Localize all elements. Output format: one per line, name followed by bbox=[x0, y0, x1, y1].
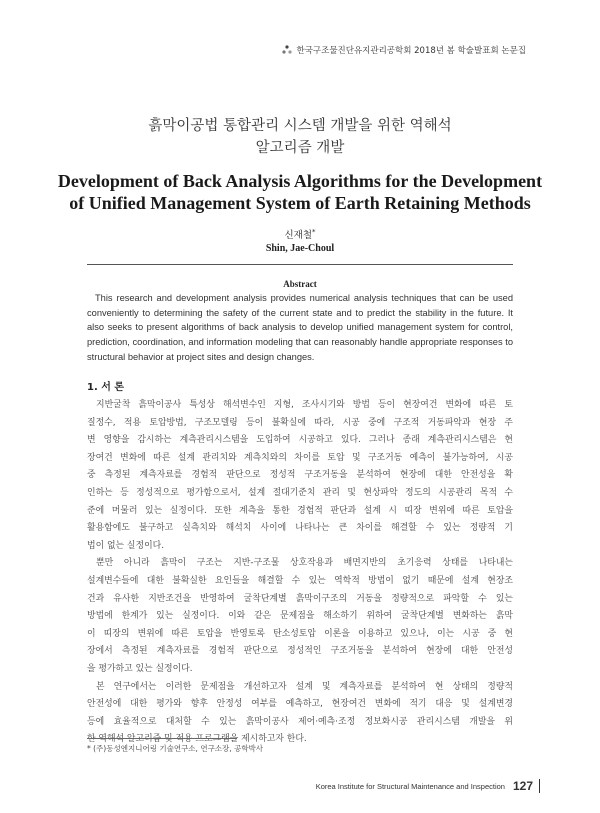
abstract-line: structural behavior at project sites and design changes. bbox=[87, 351, 315, 362]
body-line: 본 연구에서는 이러한 문제점을 개선하고자 설계 및 계측자료를 분석하여 현 상태의 정량적 bbox=[96, 681, 513, 692]
running-header bbox=[282, 44, 526, 56]
body-line: 뿐만 아니라 흙막이 구조는 지반-구조물 상호작용과 배면지반의 초기응력 상태를 나타내는 bbox=[96, 558, 513, 569]
body-line: 활용함에도 불구하고 실측치와 해석치 사이에 나타나는 큰 차이를 해결할 수 있는 정량적 기 bbox=[87, 523, 513, 534]
english-title-line2: of Unified Management System of Earth Retaining Methods bbox=[69, 193, 531, 213]
body-line: 방법에 한계가 있는 실정이다. 이와 같은 문제점을 해소하기 위하여 굴착단계별 변화하는 흙막 bbox=[87, 611, 513, 622]
abstract-body bbox=[87, 291, 513, 365]
body-line: 지반굴착 흙막이공사 특성상 해석변수인 지형, 조사시기와 방법 등이 현장여건 변화에 따른 토 bbox=[96, 400, 513, 410]
title-divider bbox=[87, 264, 513, 265]
body-line: 설계변수들에 대한 불확실한 요인들을 해결할 수 있는 역학적 방법이 없기 때문에 설계 현장조 bbox=[87, 575, 513, 586]
body-line: 인하는 등 정성적으로 평가함으로서, 설계 절대기준치 관리 및 현상파악 정도의 시공관리 목적 수 bbox=[87, 487, 513, 498]
korean-title bbox=[0, 115, 600, 159]
footnote: * (주)동성엔지니어링 기술연구소, 연구소장, 공학박사 bbox=[87, 744, 264, 753]
body-line: 준에 머물러 있는 실정이다. 또한 계측을 통한 경험적 판단과 설계 시 띠장 변위에 따른 토압을 bbox=[87, 505, 513, 516]
footer-bar bbox=[539, 779, 540, 793]
abstract-line: prediction, coordination, and information modeling that can reasonably handle appropriate responses to bbox=[87, 337, 513, 348]
body-line: 이 띠장의 변위에 따른 토압을 반영토록 탄소성토압 이론을 이용하고 있으나, 이는 시공 중 현 bbox=[87, 628, 513, 639]
body-line: 법이 없는 실정이다. bbox=[87, 540, 165, 551]
english-title bbox=[0, 170, 600, 214]
author-footnote-mark: * bbox=[312, 227, 316, 236]
author-korean bbox=[0, 227, 600, 241]
section-heading: 1. 서 론 bbox=[87, 382, 125, 393]
korean-title-line1: 흙막이공법 통합관리 시스템 개발을 위한 역해석 bbox=[148, 118, 452, 134]
journal-name: Korea Institute for Structural Maintenance and Inspection bbox=[315, 781, 505, 791]
body-line: 안전성에 대한 평가와 향후 안정성 여부를 예측하고, 현장여건 변화에 적기 대응 및 설계변경 bbox=[87, 699, 513, 710]
author-korean-name: 신재철 bbox=[284, 230, 313, 241]
body-line: 질정수, 적용 토압방법, 구조모델링 등이 불확실에 따라, 시공 중에 구조적 거동파악과 현장 주 bbox=[87, 417, 513, 428]
page-footer bbox=[316, 779, 540, 793]
body-line: 변 영향을 감시하는 계측관리시스템을 도입하여 시공하고 있다. 그러나 종래 계측관리시스템은 현 bbox=[87, 435, 513, 446]
body-line: 건과 유사한 지반조건을 반영하여 굴착단계별 흙막이구조의 거동을 정량적으로 파악할 수 있는 bbox=[87, 593, 513, 604]
section-body bbox=[87, 397, 513, 749]
body-line: 장에서 측정된 계측자료를 경험적 판단으로 정성적인 구조거동을 분석하여 현장에 대한 안전성 bbox=[87, 646, 513, 657]
english-title-line1: Development of Back Analysis Algorithms for the Development bbox=[57, 171, 543, 191]
body-line: 장여건 변화에 따른 설계 관리치와 계측치와의 차이를 토압 및 구조거동 예측이 불가능하여, 시공 bbox=[87, 452, 513, 463]
conference-name: 한국구조물진단유지관리공학회 2018년 봄 학술발표회 논문집 bbox=[296, 46, 526, 56]
abstract-heading: Abstract bbox=[283, 279, 317, 289]
body-line: 중 측정된 계측자료를 경험적 판단으로 정성적 구조거동을 분석하여 현장에 대한 안전성을 확 bbox=[87, 470, 513, 481]
footnote-divider bbox=[87, 738, 237, 739]
korean-title-line2: 알고리즘 개발 bbox=[255, 140, 345, 156]
author-english: Shin, Jae-Choul bbox=[265, 243, 335, 254]
abstract-line: conveniently to determining the safety of the current state and to predict the stability in the future. It bbox=[87, 307, 513, 318]
body-line: 등에 효율적으로 대처할 수 있는 흙막이공사 제어·예측·조정 정보화시공 관리시스템 개발을 위 bbox=[87, 716, 513, 727]
abstract-line: This research and development analysis provides numerical analysis techniques that can be used bbox=[95, 293, 513, 303]
abstract-line: also seeks to present algorithms of back analysis to develop unified management system for control, bbox=[87, 322, 513, 333]
body-line: 을 평가하고 있는 실정이다. bbox=[87, 663, 193, 674]
body-line: 한 역해석 알고리즘 및 적용 프로그램을 제시하고자 한다. bbox=[87, 734, 307, 745]
logo-icon bbox=[282, 45, 292, 55]
page-number: 127 bbox=[512, 779, 533, 793]
